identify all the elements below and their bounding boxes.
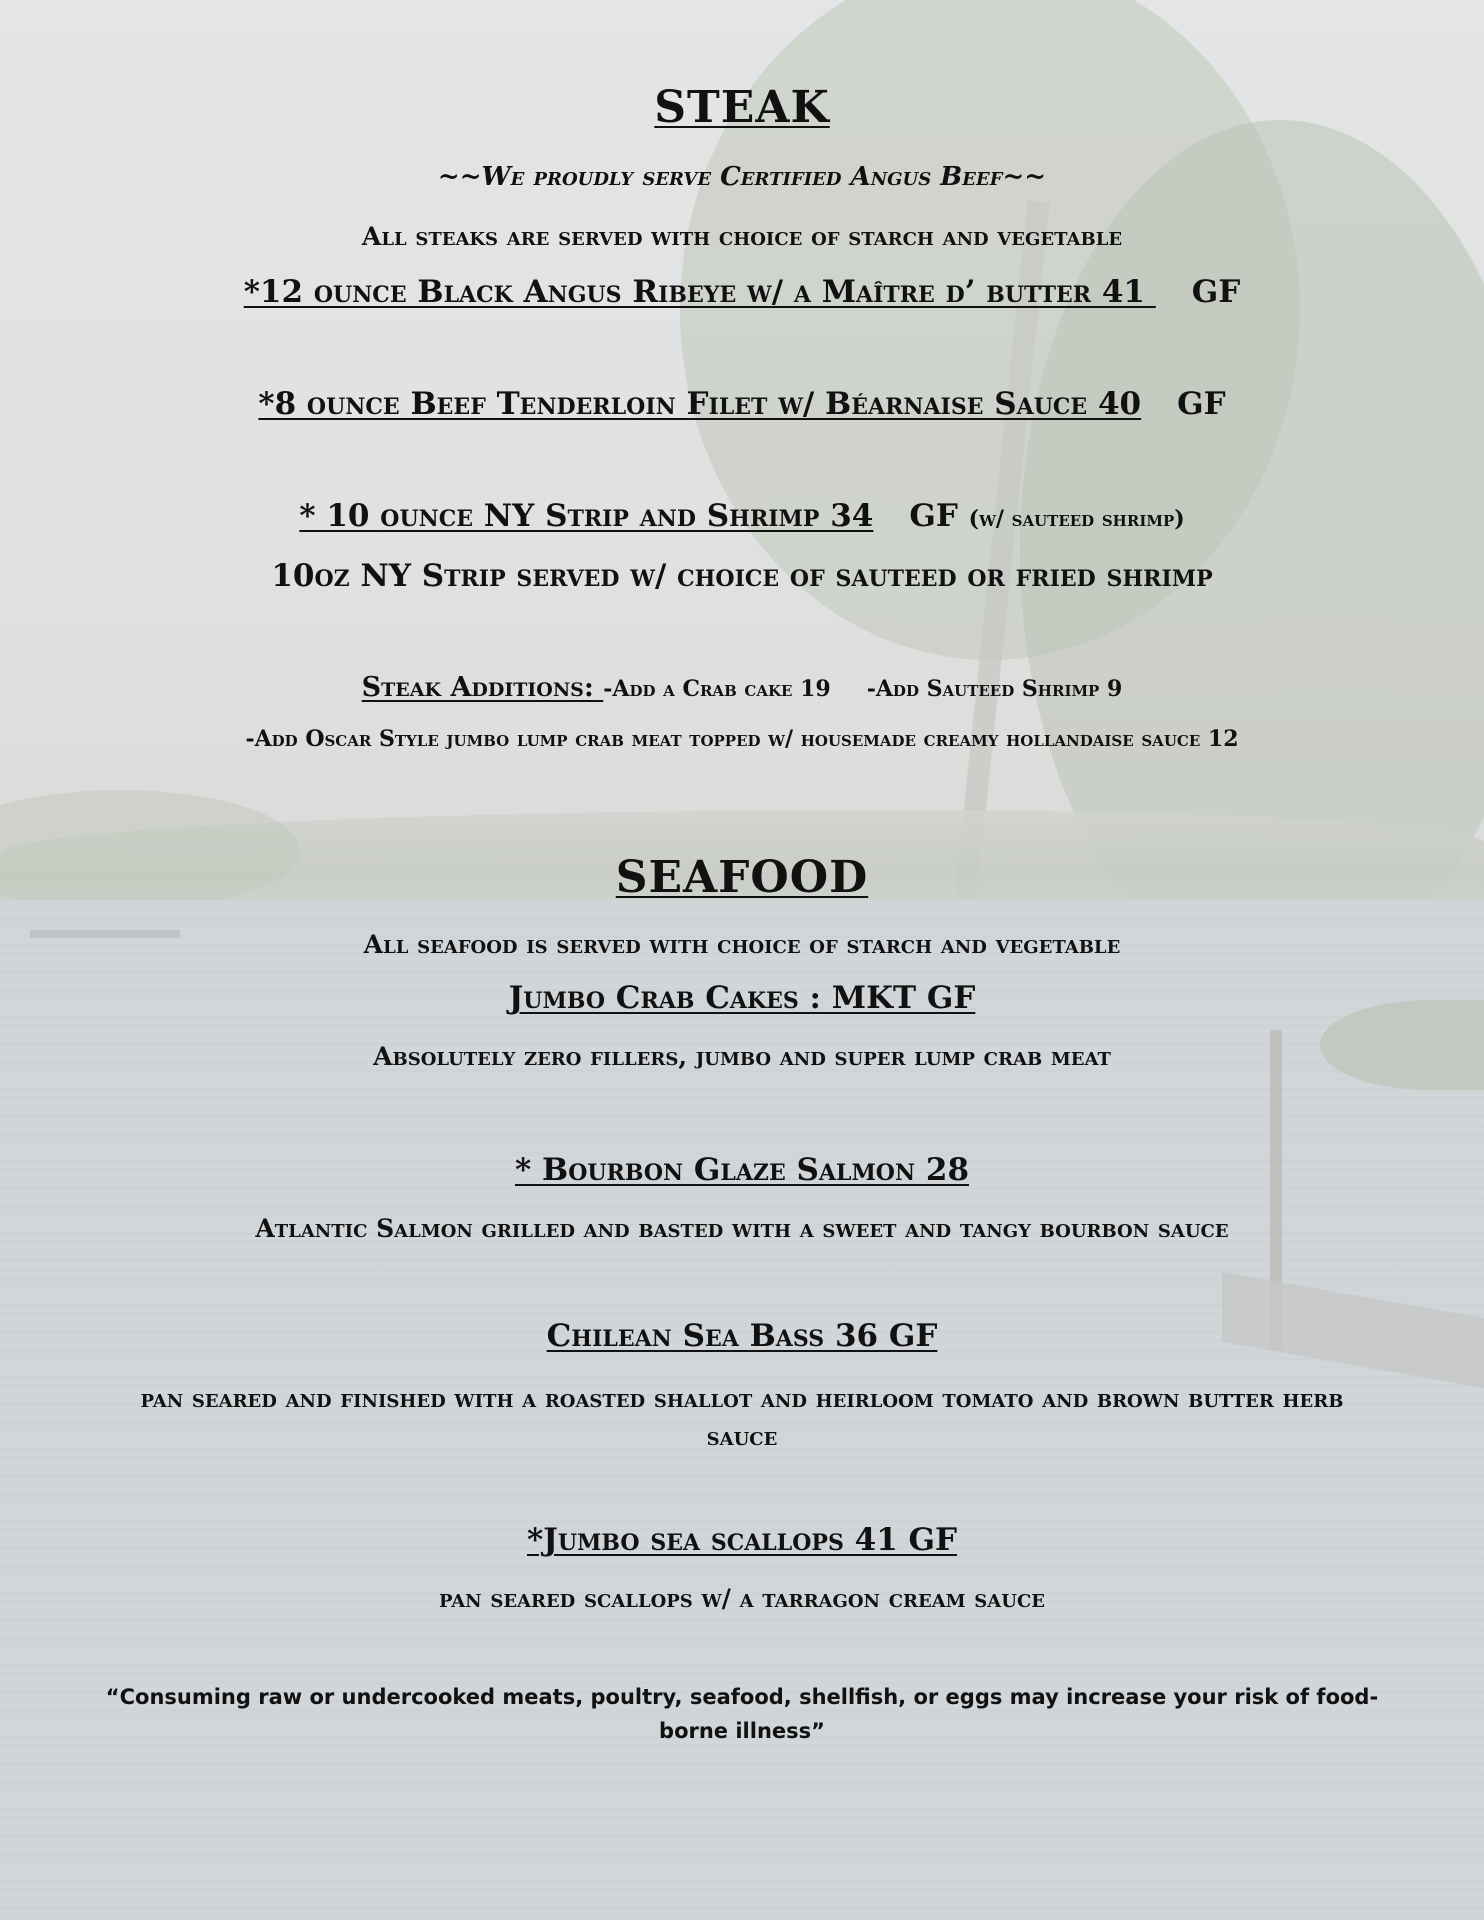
addition-crab-cake: -Add a Crab cake 19 xyxy=(603,676,831,702)
steak-note: All steaks are served with choice of starch and vegetable xyxy=(361,222,1123,251)
food-safety-warning: “Consuming raw or undercooked meats, poultry, seafood, shellfish, or eggs may increase your risk of food-borne illness” xyxy=(105,1685,1379,1743)
crab-cakes-description: Absolutely zero fillers, jumbo and super lump crab meat xyxy=(373,1042,1111,1071)
gf-tag: GF xyxy=(1191,274,1241,310)
item-name: *8 ounce Beef Tenderloin Filet w/ Béarnaise Sauce 40 xyxy=(258,386,1142,422)
menu-item-scallops: *Jumbo sea scallops 41 GF xyxy=(526,1522,958,1558)
gf-tag: GF xyxy=(909,498,958,534)
scallops-description: pan seared scallops w/ a tarragon cream sauce xyxy=(438,1584,1046,1613)
item-extra: (w/ sauteed shrimp) xyxy=(968,506,1185,532)
menu-item-ny-strip xyxy=(0,498,1484,534)
menu-item-ribeye xyxy=(0,274,1484,310)
addition-shrimp: -Add Sauteed Shrimp 9 xyxy=(866,676,1123,702)
steak-heading: STEAK xyxy=(654,82,830,133)
menu-item-crab-cakes: Jumbo Crab Cakes : MKT GF xyxy=(508,980,976,1016)
ny-strip-description: 10oz NY Strip served w/ choice of sauteed or fried shrimp xyxy=(271,558,1213,594)
additions-label: Steak Additions: xyxy=(361,672,604,703)
addition-oscar: -Add Oscar Style jumbo lump crab meat topped w/ housemade creamy hollandaise sauce 12 xyxy=(245,726,1239,752)
menu-item-salmon: * Bourbon Glaze Salmon 28 xyxy=(514,1152,970,1188)
gf-tag: GF xyxy=(1177,386,1226,422)
steak-additions xyxy=(0,672,1484,703)
item-name: *12 ounce Black Angus Ribeye w/ a Maître d’ butter 41 xyxy=(243,274,1156,310)
seafood-note: All seafood is served with choice of starch and vegetable xyxy=(363,930,1121,959)
menu-item-tenderloin xyxy=(0,386,1484,422)
menu-item-sea-bass: Chilean Sea Bass 36 GF xyxy=(546,1318,938,1354)
steak-subtitle: ~~We proudly serve Certified Angus Beef~~ xyxy=(437,162,1047,192)
seafood-heading: SEAFOOD xyxy=(615,852,869,903)
salmon-description: Atlantic Salmon grilled and basted with a sweet and tangy bourbon sauce xyxy=(255,1214,1229,1243)
sea-bass-description: pan seared and finished with a roasted shallot and heirloom tomato and brown butter herb sauce xyxy=(140,1384,1344,1451)
item-name: * 10 ounce NY Strip and Shrimp 34 xyxy=(299,498,874,534)
